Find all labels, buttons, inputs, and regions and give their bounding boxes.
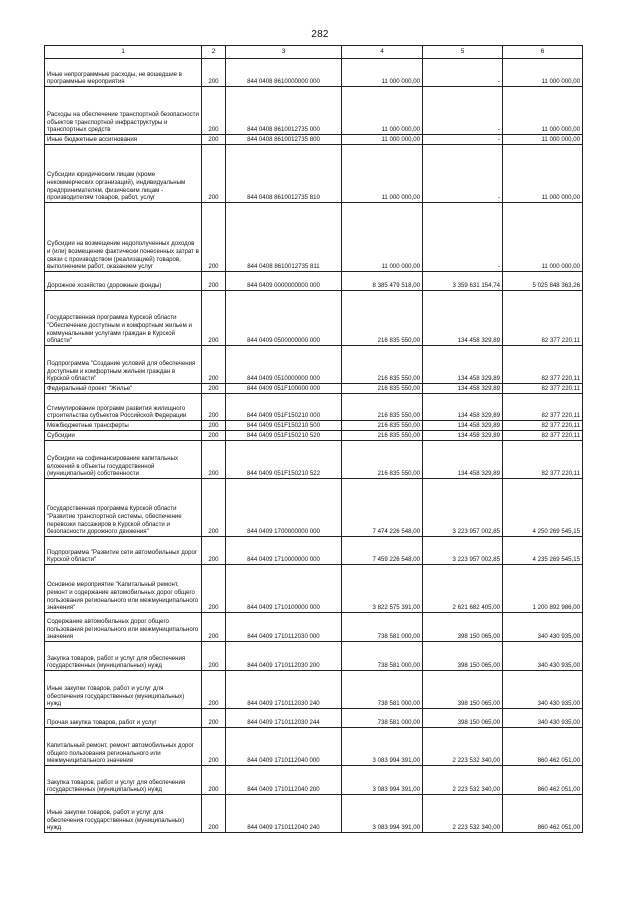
column-header: 5 <box>423 46 503 59</box>
row-code-cell: 844 0409 1710112030 244 <box>226 709 342 728</box>
row-admin-cell: 200 <box>202 709 226 728</box>
row-code-cell: 844 0408 8610012735 800 <box>226 135 342 145</box>
row-value-col4: 8 385 479 518,00 <box>342 272 423 291</box>
row-admin-cell: 200 <box>202 203 226 272</box>
table-row <box>45 441 583 479</box>
row-name-cell: Содержание автомобильных дорог общего пользования регионального или межмуниципального значения <box>45 613 202 642</box>
row-name-cell: Капитальный ремонт, ремонт автомобильных дорог общего пользования регионального или межмуниципального значения <box>45 728 202 766</box>
row-name-cell: Подпрограмма "Создание условий для обеспечения доступным и комфортным жильем граждан в Курской области" <box>45 346 202 384</box>
row-name-cell: Основное мероприятие "Капитальный ремонт, ремонт и содержание автомобильных дорог общего пользования регионального или межмуниципального значения" <box>45 565 202 613</box>
row-code-cell: 844 0409 051F100000 000 <box>226 384 342 394</box>
row-code-cell: 844 0409 051F150210 522 <box>226 441 342 479</box>
row-value-col6: 82 377 220,11 <box>503 421 583 431</box>
row-value-col4: 216 835 550,00 <box>342 346 423 384</box>
row-name-cell: Стимулирование программ развития жилищного строительства субъектов Российской Федерации <box>45 394 202 421</box>
row-name-cell: Федеральный проект "Жилье" <box>45 384 202 394</box>
row-value-col4: 11 000 000,00 <box>342 135 423 145</box>
row-value-col4: 216 835 550,00 <box>342 431 423 441</box>
row-value-col6: 11 000 000,00 <box>503 145 583 203</box>
row-value-col5: 134 458 329,89 <box>423 431 503 441</box>
row-code-cell: 844 0409 1710100000 000 <box>226 565 342 613</box>
row-value-col4: 11 000 000,00 <box>342 59 423 87</box>
row-value-col4: 216 835 550,00 <box>342 441 423 479</box>
row-code-cell: 844 0409 051F150210 500 <box>226 421 342 431</box>
table-row <box>45 145 583 203</box>
row-code-cell: 844 0409 1710112040 200 <box>226 766 342 795</box>
row-code-cell: 844 0409 0500000000 000 <box>226 291 342 346</box>
table-row <box>45 766 583 795</box>
row-admin-cell: 200 <box>202 394 226 421</box>
row-code-cell: 844 0409 051F150210 520 <box>226 431 342 441</box>
table-row <box>45 272 583 291</box>
row-admin-cell: 200 <box>202 59 226 87</box>
row-value-col6: 82 377 220,11 <box>503 291 583 346</box>
row-admin-cell: 200 <box>202 728 226 766</box>
column-header: 3 <box>226 46 342 59</box>
row-code-cell: 844 0408 8610000000 000 <box>226 59 342 87</box>
row-value-col6: 4 250 269 545,15 <box>503 479 583 537</box>
row-value-col5: 398 150 065,00 <box>423 709 503 728</box>
row-name-cell: Закупка товаров, работ и услуг для обеспечения государственных (муниципальных) нужд <box>45 642 202 671</box>
row-value-col4: 216 835 550,00 <box>342 291 423 346</box>
table-row <box>45 346 583 384</box>
row-value-col4: 738 581 000,00 <box>342 613 423 642</box>
table-row <box>45 384 583 394</box>
table-row <box>45 87 583 135</box>
row-name-cell: Межбюджетные трансферты <box>45 421 202 431</box>
row-admin-cell: 200 <box>202 346 226 384</box>
row-value-col6: 860 462 051,00 <box>503 766 583 795</box>
row-code-cell: 844 0408 8610012735 810 <box>226 145 342 203</box>
row-value-col5: 134 458 329,89 <box>423 384 503 394</box>
row-name-cell: Субсидии на возмещение недополученных доходов и (или) возмещение фактически понесенных затрат в связи с производством (реализацией) товаров, выполнением работ, оказанием услуг <box>45 203 202 272</box>
row-value-col6: 11 000 000,00 <box>503 135 583 145</box>
row-value-col4: 738 581 000,00 <box>342 709 423 728</box>
table-row <box>45 135 583 145</box>
row-admin-cell: 200 <box>202 537 226 565</box>
row-code-cell: 844 0409 1710112030 000 <box>226 613 342 642</box>
column-header: 4 <box>342 46 423 59</box>
row-value-col6: 5 025 848 363,26 <box>503 272 583 291</box>
row-value-col4: 11 000 000,00 <box>342 203 423 272</box>
column-header: 6 <box>503 46 583 59</box>
row-name-cell: Подпрограмма "Развитие сети автомобильных дорог Курской области" <box>45 537 202 565</box>
row-value-col5: 2 621 682 405,00 <box>423 565 503 613</box>
row-value-col6: 82 377 220,11 <box>503 394 583 421</box>
row-value-col4: 216 835 550,00 <box>342 384 423 394</box>
table-row <box>45 709 583 728</box>
budget-table <box>44 45 583 833</box>
row-value-col6: 11 000 000,00 <box>503 59 583 87</box>
row-value-col4: 7 459 226 548,00 <box>342 537 423 565</box>
row-value-col5: 134 458 329,89 <box>423 291 503 346</box>
table-row <box>45 431 583 441</box>
row-name-cell: Иные закупки товаров, работ и услуг для обеспечения государственных (муниципальных) нужд <box>45 795 202 833</box>
table-body <box>45 59 583 833</box>
row-value-col6: 11 000 000,00 <box>503 203 583 272</box>
row-value-col6: 82 377 220,11 <box>503 431 583 441</box>
row-value-col4: 3 083 994 391,00 <box>342 795 423 833</box>
row-value-col5: 398 150 065,00 <box>423 642 503 671</box>
column-header: 1 <box>45 46 202 59</box>
row-value-col4: 3 822 575 391,00 <box>342 565 423 613</box>
row-code-cell: 844 0409 1710000000 000 <box>226 537 342 565</box>
table-row <box>45 671 583 709</box>
row-name-cell: Иные непрограммные расходы, не вошедшие в программные мероприятия <box>45 59 202 87</box>
row-admin-cell: 200 <box>202 642 226 671</box>
row-value-col5: 398 150 065,00 <box>423 613 503 642</box>
row-code-cell: 844 0409 0510000000 000 <box>226 346 342 384</box>
row-value-col5: - <box>423 59 503 87</box>
row-name-cell: Государственная программа Курской области "Обеспечение доступным и комфортным жильем и коммунальными услугами граждан в Курской области" <box>45 291 202 346</box>
row-code-cell: 844 0408 8610012735 000 <box>226 87 342 135</box>
row-value-col6: 82 377 220,11 <box>503 346 583 384</box>
row-name-cell: Государственная программа Курской области "Развитие транспортной системы, обеспечение перевозки пассажиров в Курской области и безопасности дорожного движения" <box>45 479 202 537</box>
row-admin-cell: 200 <box>202 613 226 642</box>
row-value-col6: 82 377 220,11 <box>503 384 583 394</box>
row-admin-cell: 200 <box>202 766 226 795</box>
row-value-col5: - <box>423 87 503 135</box>
row-value-col6: 340 430 935,00 <box>503 642 583 671</box>
row-value-col4: 3 083 994 391,00 <box>342 728 423 766</box>
row-value-col6: 860 462 051,00 <box>503 728 583 766</box>
table-row <box>45 59 583 87</box>
row-code-cell: 844 0409 1700000000 000 <box>226 479 342 537</box>
row-name-cell: Иные закупки товаров, работ и услуг для обеспечения государственных (муниципальных) нужд <box>45 671 202 709</box>
row-value-col5: 134 458 329,89 <box>423 421 503 431</box>
row-admin-cell: 200 <box>202 384 226 394</box>
row-admin-cell: 200 <box>202 272 226 291</box>
row-code-cell: 844 0409 1710112040 240 <box>226 795 342 833</box>
row-admin-cell: 200 <box>202 135 226 145</box>
table-row <box>45 203 583 272</box>
row-admin-cell: 200 <box>202 421 226 431</box>
row-code-cell: 844 0408 8610012735 811 <box>226 203 342 272</box>
row-name-cell: Субсидии юридическим лицам (кроме некоммерческих организаций), индивидуальным предпринимателям, физическим лицам - производителям товаров, работ, услуг <box>45 145 202 203</box>
row-admin-cell: 200 <box>202 145 226 203</box>
row-value-col5: 398 150 065,00 <box>423 671 503 709</box>
row-code-cell: 844 0409 0000000000 000 <box>226 272 342 291</box>
row-value-col6: 340 430 935,00 <box>503 613 583 642</box>
row-name-cell: Дорожное хозяйство (дорожные фонды) <box>45 272 202 291</box>
column-header: 2 <box>202 46 226 59</box>
row-value-col6: 340 430 935,00 <box>503 671 583 709</box>
row-name-cell: Иные бюджетные ассигнования <box>45 135 202 145</box>
row-value-col5: 134 458 329,89 <box>423 346 503 384</box>
row-name-cell: Закупка товаров, работ и услуг для обеспечения государственных (муниципальных) нужд <box>45 766 202 795</box>
row-code-cell: 844 0409 1710112030 200 <box>226 642 342 671</box>
table-row <box>45 421 583 431</box>
row-value-col5: 3 223 957 002,85 <box>423 479 503 537</box>
row-value-col5: - <box>423 203 503 272</box>
row-name-cell: Прочая закупка товаров, работ и услуг <box>45 709 202 728</box>
row-value-col4: 738 581 000,00 <box>342 671 423 709</box>
row-value-col5: - <box>423 145 503 203</box>
table-row <box>45 613 583 642</box>
row-value-col5: 2 223 532 340,00 <box>423 795 503 833</box>
row-value-col5: 3 359 631 154,74 <box>423 272 503 291</box>
row-admin-cell: 200 <box>202 479 226 537</box>
row-value-col5: 2 223 532 340,00 <box>423 728 503 766</box>
table-row <box>45 642 583 671</box>
table-row <box>45 728 583 766</box>
row-admin-cell: 200 <box>202 291 226 346</box>
row-value-col4: 216 835 550,00 <box>342 394 423 421</box>
row-value-col6: 82 377 220,11 <box>503 441 583 479</box>
row-value-col6: 340 430 935,00 <box>503 709 583 728</box>
page-number: 282 <box>311 29 329 40</box>
row-value-col6: 11 000 000,00 <box>503 87 583 135</box>
table-row <box>45 291 583 346</box>
row-name-cell: Субсидии <box>45 431 202 441</box>
row-value-col6: 4 235 269 545,15 <box>503 537 583 565</box>
row-name-cell: Субсидии на софинансирование капитальных вложений в объекты государственной (муниципальной) собственности <box>45 441 202 479</box>
row-admin-cell: 200 <box>202 565 226 613</box>
row-value-col5: 134 458 329,89 <box>423 441 503 479</box>
row-value-col4: 7 474 226 548,00 <box>342 479 423 537</box>
row-value-col5: 134 458 329,89 <box>423 394 503 421</box>
row-code-cell: 844 0409 051F150210 000 <box>226 394 342 421</box>
row-admin-cell: 200 <box>202 87 226 135</box>
row-value-col4: 3 083 994 391,00 <box>342 766 423 795</box>
row-value-col6: 1 200 892 986,00 <box>503 565 583 613</box>
row-value-col4: 216 835 550,00 <box>342 421 423 431</box>
row-value-col5: 2 223 532 340,00 <box>423 766 503 795</box>
table-row <box>45 537 583 565</box>
table-header-row <box>45 46 583 59</box>
row-value-col6: 860 462 051,00 <box>503 795 583 833</box>
row-value-col4: 11 000 000,00 <box>342 87 423 135</box>
row-value-col4: 738 581 000,00 <box>342 642 423 671</box>
table-row <box>45 565 583 613</box>
row-value-col5: - <box>423 135 503 145</box>
row-value-col4: 11 000 000,00 <box>342 145 423 203</box>
row-admin-cell: 200 <box>202 671 226 709</box>
row-admin-cell: 200 <box>202 431 226 441</box>
row-admin-cell: 200 <box>202 795 226 833</box>
row-code-cell: 844 0409 1710112030 240 <box>226 671 342 709</box>
table-row <box>45 795 583 833</box>
row-admin-cell: 200 <box>202 441 226 479</box>
table-row <box>45 394 583 421</box>
table-row <box>45 479 583 537</box>
row-name-cell: Расходы на обеспечение транспортной безопасности объектов транспортной инфраструктуры и транспортных средств <box>45 87 202 135</box>
row-code-cell: 844 0409 1710112040 000 <box>226 728 342 766</box>
row-value-col5: 3 223 957 002,85 <box>423 537 503 565</box>
